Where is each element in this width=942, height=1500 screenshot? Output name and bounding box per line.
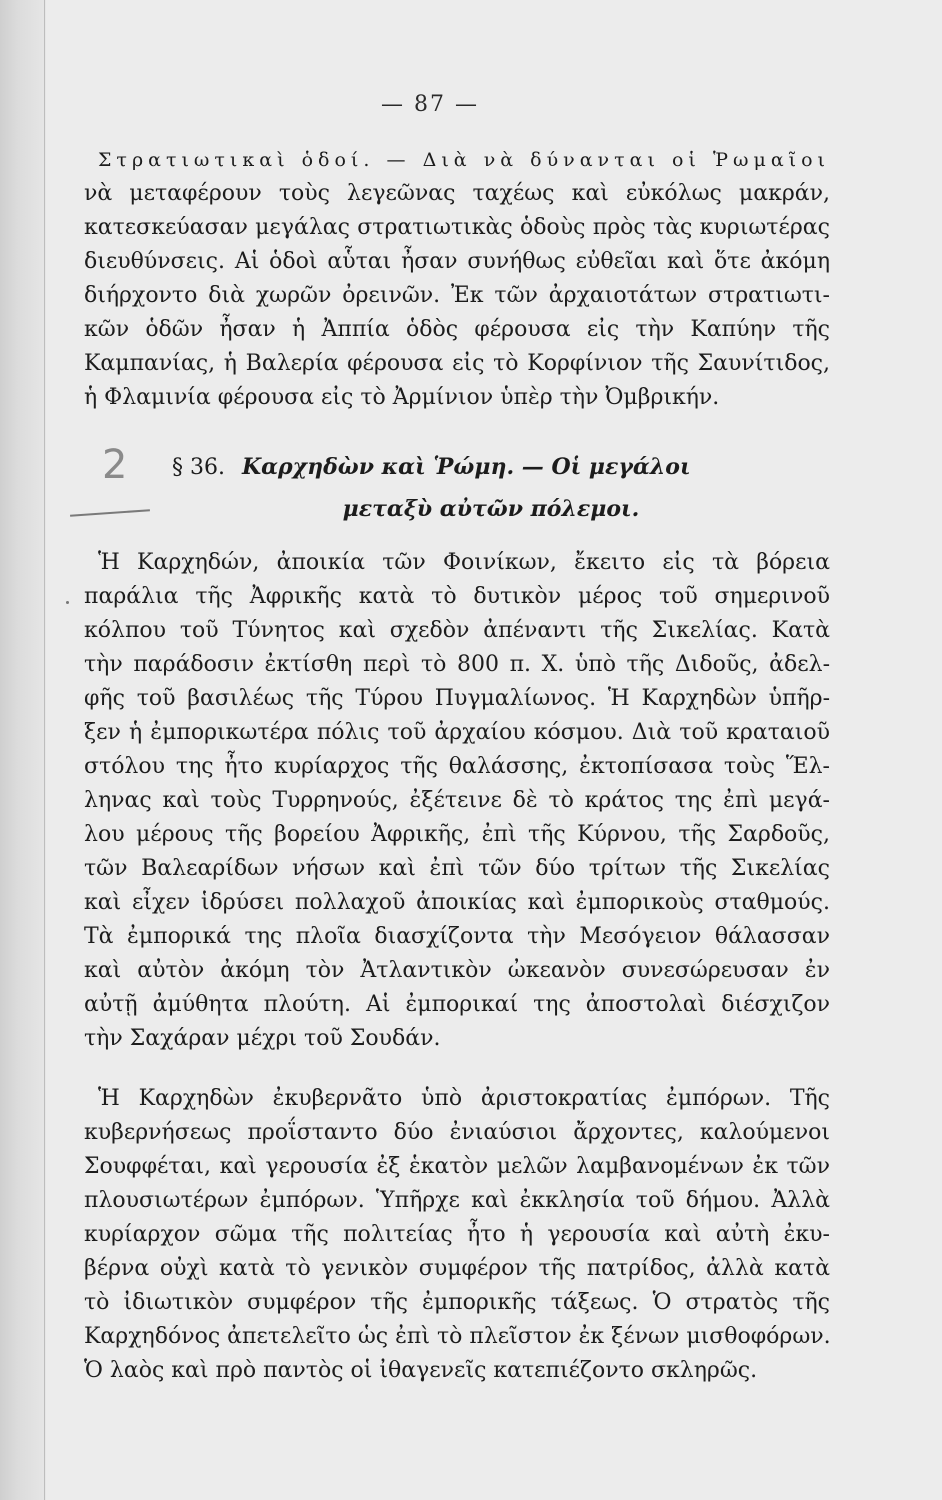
text-line: παράλια τῆς Ἀφρικῆς κατὰ τὸ δυτικὸν μέρος τοῦ σημερινοῦ	[84, 584, 830, 609]
text-line: αὐτῇ ἀμύθητα πλούτη. Αἱ ἐμπορικαί της ἀποστολαὶ διέσχιζον	[84, 992, 830, 1017]
text-line	[84, 143, 830, 177]
text-line: νὰ μεταφέρουν τοὺς λεγεῶνας ταχέως καὶ εὐκόλως μακράν,	[84, 181, 830, 206]
text-line: ληνας καὶ τοὺς Τυρρηνούς, ἐξέτεινε δὲ τὸ κράτος της ἐπὶ μεγά-	[84, 788, 830, 813]
section-heading	[84, 454, 830, 480]
text-line: κόλπου τοῦ Τύνητος καὶ σχεδὸν ἀπέναντι τῆς Σικελίας. Κατὰ	[84, 618, 830, 643]
text-line: Σουφφέται, καὶ γερουσία ἐξ ἑκατὸν μελῶν λαμβανομένων ἐκ τῶν	[84, 1154, 830, 1179]
text-line: Ἡ Καρχηδών, ἀποικία τῶν Φοινίκων, ἔκειτο εἰς τὰ βόρεια	[98, 550, 830, 575]
text-line: κυβερνήσεως προΐσταντο δύο ἐνιαύσιοι ἄρχοντες, καλούμενοι	[84, 1120, 830, 1145]
text-line: Ἡ Καρχηδὼν ἐκυβερνᾶτο ὑπὸ ἀριστοκρατίας ἐμπόρων. Τῆς	[98, 1086, 830, 1111]
text-line: φῆς τοῦ βασιλέως τῆς Τύρου Πυγμαλίωνος. Ἡ Καρχηδὼν ὑπῆρ-	[84, 686, 830, 711]
text-line: κυρίαρχον σῶμα τῆς πολιτείας ἦτο ἡ γερουσία καὶ αὐτὴ ἐκυ-	[84, 1222, 830, 1247]
paragraph-carthage-government	[84, 1082, 830, 1388]
text-line: ξεν ἡ ἐμπορικωτέρα πόλις τοῦ ἀρχαίου κόσμου. Διὰ τοῦ κραταιοῦ	[84, 720, 830, 745]
binding-edge	[0, 0, 46, 1500]
text-line: Τὰ ἐμπορικά της πλοῖα διασχίζοντα τὴν Μεσόγειον θάλασσαν	[84, 924, 830, 949]
text-line: Καμπανίας, ἡ Βαλερία φέρουσα εἰς τὸ Κορφίνιον τῆς Σαυνίτιδος,	[84, 351, 830, 376]
text-line: τῶν Βαλεαρίδων νήσων καὶ ἐπὶ τῶν δύο τρίτων τῆς Σικελίας	[84, 856, 830, 881]
text-line: τὸ ἰδιωτικὸν συμφέρον τῆς ἐμπορικῆς τάξεως. Ὁ στρατὸς τῆς	[84, 1290, 830, 1315]
page-number: — 87 —	[381, 92, 479, 117]
text-line: Καρχηδόνος ἀπετελεῖτο ὡς ἐπὶ τὸ πλεῖστον ἐκ ξένων μισθοφόρων.	[84, 1324, 831, 1349]
text-line: τὴν Σαχάραν μέχρι τοῦ Σουδάν.	[84, 1026, 441, 1051]
binding-rule	[44, 0, 45, 1500]
text-line: διευθύνσεις. Αἱ ὁδοὶ αὗται ἦσαν συνήθως εὐθεῖαι καὶ ὅτε ἀκόμη	[84, 249, 830, 274]
text-line: Ὁ λαὸς καὶ πρὸ παντὸς οἱ ἰθαγενεῖς κατεπιέζοντο σκληρῶς.	[84, 1358, 758, 1383]
text-line: ἡ Φλαμινία φέρουσα εἰς τὸ Ἀρμίνιον ὑπὲρ τὴν Ὀμβρικήν.	[84, 385, 720, 410]
section-title-line-1: Καρχηδὼν καὶ Ῥώμη. — Οἱ μεγάλοι	[241, 454, 691, 480]
text-line: καὶ αὐτὸν ἀκόμη τὸν Ἀτλαντικὸν ὠκεανὸν συνεσώρευσαν ἐν	[84, 958, 830, 983]
paragraph-military-roads	[84, 143, 830, 415]
paragraph-carthage-founding	[84, 546, 830, 1056]
section-title-line-2: μεταξὺ αὐτῶν πόλεμοι.	[342, 496, 640, 522]
text-line: στόλου της ἦτο κυρίαρχος τῆς θαλάσσης, ἐκτοπίσασα τοὺς Ἕλ-	[84, 754, 830, 779]
text-line: καὶ εἶχεν ἱδρύσει πολλαχοῦ ἀποικίας καὶ ἐμπορικοὺς σταθμούς.	[84, 890, 830, 915]
paragraph-lead-in: Στρατιωτικαὶ ὁδοί. — Διὰ νὰ δύνανται οἱ Ῥωμαῖοι	[98, 149, 830, 171]
margin-mark	[66, 601, 69, 604]
text-line: διήρχοντο διὰ χωρῶν ὀρεινῶν. Ἐκ τῶν ἀρχαιοτάτων στρατιωτι-	[84, 283, 830, 308]
text-line: λου μέρους τῆς βορείου Ἀφρικῆς, ἐπὶ τῆς Κύρνου, τῆς Σαρδοῦς,	[84, 822, 830, 847]
text-line: κατεσκεύασαν μεγάλας στρατιωτικὰς ὁδοὺς πρὸς τὰς κυριωτέρας	[84, 215, 830, 240]
text-line: τὴν παράδοσιν ἐκτίσθη περὶ τὸ 800 π. Χ. ὑπὸ τῆς Διδοῦς, ἀδελ-	[84, 652, 830, 677]
text-line: βέρνα οὐχὶ κατὰ τὸ γενικὸν συμφέρον τῆς πατρίδος, ἀλλὰ κατὰ	[84, 1256, 830, 1281]
section-number: § 36.	[172, 455, 225, 480]
text-line: πλουσιωτέρων ἐμπόρων. Ὑπῆρχε καὶ ἐκκλησία τοῦ δήμου. Ἀλλὰ	[84, 1188, 830, 1213]
text-line: κῶν ὁδῶν ἦσαν ἡ Ἀππία ὁδὸς φέρουσα εἰς τὴν Καπύην τῆς	[84, 317, 830, 342]
handwritten-mark: 2	[102, 442, 128, 488]
